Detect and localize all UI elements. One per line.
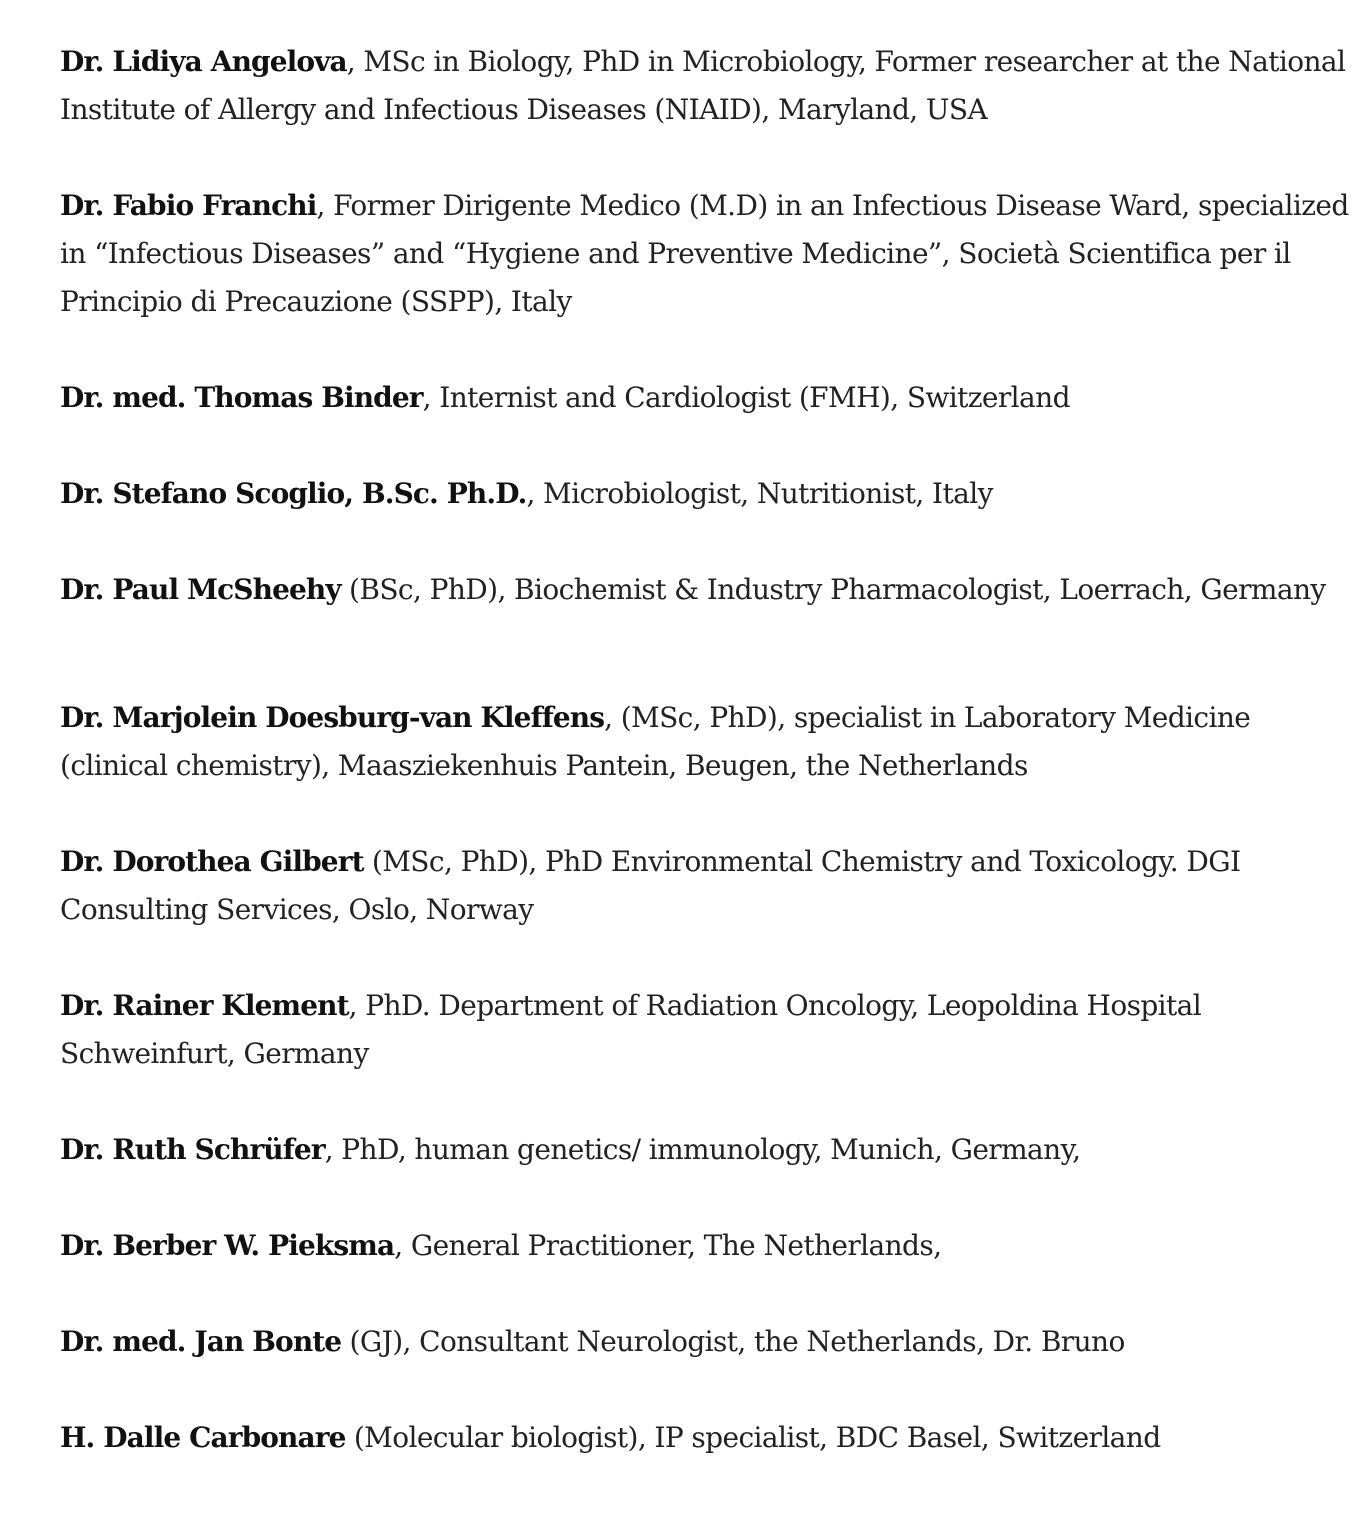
signatory-name: Dr. med. Jan Bonte — [60, 1325, 342, 1358]
signatory-name: Dr. Marjolein Doesburg-van Kleffens — [60, 701, 605, 734]
signatory-details: , PhD. Department of Radiation Oncology, Leopoldina Hospital Schweinfurt, Germany — [60, 989, 1202, 1070]
signatory-details: , General Practitioner, The Netherlands, — [394, 1229, 942, 1262]
signatory-details: , MSc in Biology, PhD in Microbiology, Former researcher at the National Institute of Allergy and Infectious Diseases (NIAID), Maryland, USA — [60, 45, 1346, 126]
signatory-details: (BSc, PhD), Biochemist & Industry Pharmacologist, Loerrach, Germany — [340, 573, 1326, 606]
signatory-name: Dr. Paul McSheehy — [60, 573, 341, 606]
signatory-details: , Former Dirigente Medico (M.D) in an Infectious Disease Ward, specialized in “Infectious Diseases” and “Hygiene and Preventive Medicine”, Società Scientifica per il Principio di Precauzione (SSPP), Italy — [60, 189, 1349, 318]
signatory-entry — [60, 1126, 1350, 1174]
signatory-details: (MSc, PhD), PhD Environmental Chemistry and Toxicology. DGI Consulting Services, Oslo, Norway — [60, 845, 1241, 926]
signatory-entry — [60, 374, 1350, 422]
signatory-entry — [60, 38, 1350, 134]
signatory-entry — [60, 1414, 1350, 1462]
signatory-details: (Molecular biologist), IP specialist, BDC Basel, Switzerland — [345, 1421, 1161, 1454]
signatory-entry — [60, 566, 1350, 614]
signatory-details: , Internist and Cardiologist (FMH), Switzerland — [422, 381, 1070, 414]
signatory-entry — [60, 838, 1350, 934]
signatory-details: , (MSc, PhD), specialist in Laboratory Medicine (clinical chemistry), Maasziekenhuis Pantein, Beugen, the Netherlands — [60, 701, 1251, 782]
signatory-details: , PhD, human genetics/ immunology, Munich, Germany, — [324, 1133, 1081, 1166]
signatory-details: (GJ), Consultant Neurologist, the Netherlands, Dr. Bruno — [341, 1325, 1125, 1358]
signatory-name: Dr. Lidiya Angelova — [60, 45, 347, 78]
signatory-name: Dr. Stefano Scoglio, B.Sc. Ph.D. — [60, 477, 527, 510]
signatory-name: Dr. Dorothea Gilbert — [60, 845, 364, 878]
signatory-entry — [60, 694, 1350, 790]
signatory-name: Dr. Berber W. Pieksma — [60, 1229, 395, 1262]
signatory-entry — [60, 982, 1350, 1078]
signatory-entry — [60, 1222, 1350, 1270]
signatory-entry — [60, 1318, 1350, 1366]
signatory-name: Dr. Ruth Schrüfer — [60, 1133, 325, 1166]
signatory-name: Dr. Rainer Klement — [60, 989, 349, 1022]
signatory-name: Dr. med. Thomas Binder — [60, 381, 423, 414]
signatory-entry — [60, 470, 1350, 518]
signatory-entry — [60, 182, 1350, 326]
signatory-name: H. Dalle Carbonare — [60, 1421, 346, 1454]
signatory-details: , Microbiologist, Nutritionist, Italy — [526, 477, 993, 510]
signatory-name: Dr. Fabio Franchi — [60, 189, 317, 222]
